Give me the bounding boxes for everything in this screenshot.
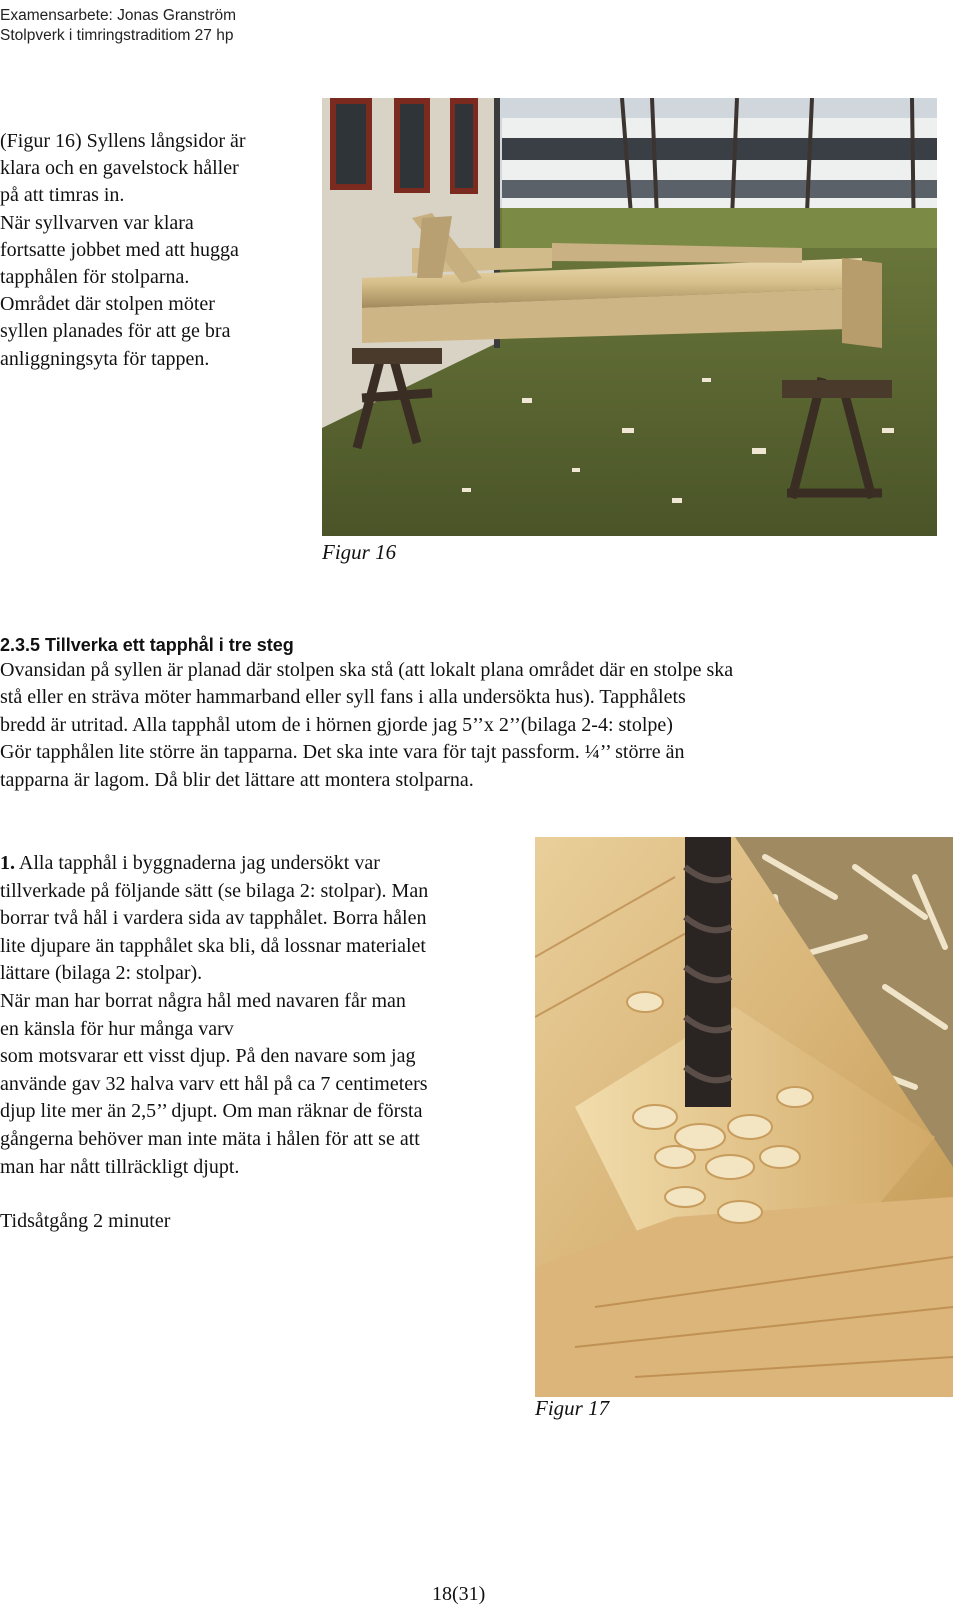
paragraph-line: Ovansidan på syllen är planad där stolpen ska stå (att lokalt plana området där en stolpe ska — [0, 659, 734, 681]
timber-frame-photo — [322, 98, 937, 536]
step-line: en känsla för hur många varv — [0, 1017, 234, 1040]
figure-17-photo — [535, 837, 953, 1397]
section-heading: 2.3.5 Tillverka ett tapphål i tre steg — [0, 635, 294, 655]
header-author: Examensarbete: Jonas Granström — [0, 7, 237, 24]
step-line: lättare (bilaga 2: stolpar). — [0, 962, 203, 985]
paragraph-line: tapparna är lagom. Då blir det lättare att montera stolparna. — [0, 768, 474, 791]
time-used: Tidsåtgång 2 minuter — [0, 1210, 171, 1232]
intro-line: på att timras in. — [0, 184, 125, 207]
figure-17-caption: Figur 17 — [535, 1396, 610, 1420]
section-paragraph — [0, 657, 900, 794]
paragraph-line: Gör tapphålen lite större än tapparna. Det ska inte vara för tajt passform. ¼’’ större än — [0, 741, 685, 764]
auger-drilling-photo — [535, 837, 953, 1397]
intro-line: Området där stolpen möter — [0, 293, 215, 316]
intro-text — [0, 128, 300, 373]
step-line: djup lite mer än 2,5’’ djupt. Om man räknar de första — [0, 1100, 423, 1123]
step-line: gångerna behöver man inte mäta i hålen för att se att — [0, 1127, 420, 1150]
step-line: När man har borrat några hål med navaren får man — [0, 989, 406, 1012]
step-line: borrar två hål i vardera sida av tapphålet. Borra hålen — [0, 907, 427, 930]
intro-line: tapphålen för stolparna. — [0, 266, 190, 289]
document-header — [0, 6, 236, 46]
step-number: 1. — [0, 852, 15, 874]
figure-16-caption: Figur 16 — [322, 540, 397, 564]
paragraph-line: stå eller en sträva möter hammarband eller syll fans i alla undersökta hus). Tapphålets — [0, 686, 686, 709]
page-number: 18(31) — [432, 1583, 486, 1605]
intro-line: klara och en gavelstock håller — [0, 157, 239, 180]
step-line: som motsvarar ett visst djup. På den navare som jag — [0, 1045, 416, 1068]
step-first-line-text: Alla tapphål i byggnaderna jag undersökt var — [15, 852, 380, 874]
intro-line: När syllvarven var klara — [0, 211, 194, 234]
intro-line: (Figur 16) Syllens långsidor är — [0, 130, 246, 152]
figure-16-photo — [322, 98, 937, 536]
step-1-text — [0, 850, 525, 1181]
intro-line: fortsatte jobbet med att hugga — [0, 238, 239, 261]
intro-line: syllen planades för att ge bra — [0, 320, 231, 343]
step-line: tillverkade på följande sätt (se bilaga 2: stolpar). Man — [0, 879, 429, 902]
paragraph-line: bredd är utritad. Alla tapphål utom de i hörnen gjorde jag 5’’x 2’’(bilaga 2-4: stolpe) — [0, 713, 673, 736]
step-line: använde gav 32 halva varv ett hål på ca 7 centimeters — [0, 1072, 428, 1095]
step-line: man har nått tillräckligt djupt. — [0, 1155, 240, 1178]
step-first-line — [0, 850, 525, 878]
header-course: Stolpverk i timringstraditiom 27 hp — [0, 27, 234, 44]
step-line: lite djupare än tapphålet ska bli, då lossnar materialet — [0, 934, 426, 957]
intro-line: anliggningsyta för tappen. — [0, 347, 210, 370]
